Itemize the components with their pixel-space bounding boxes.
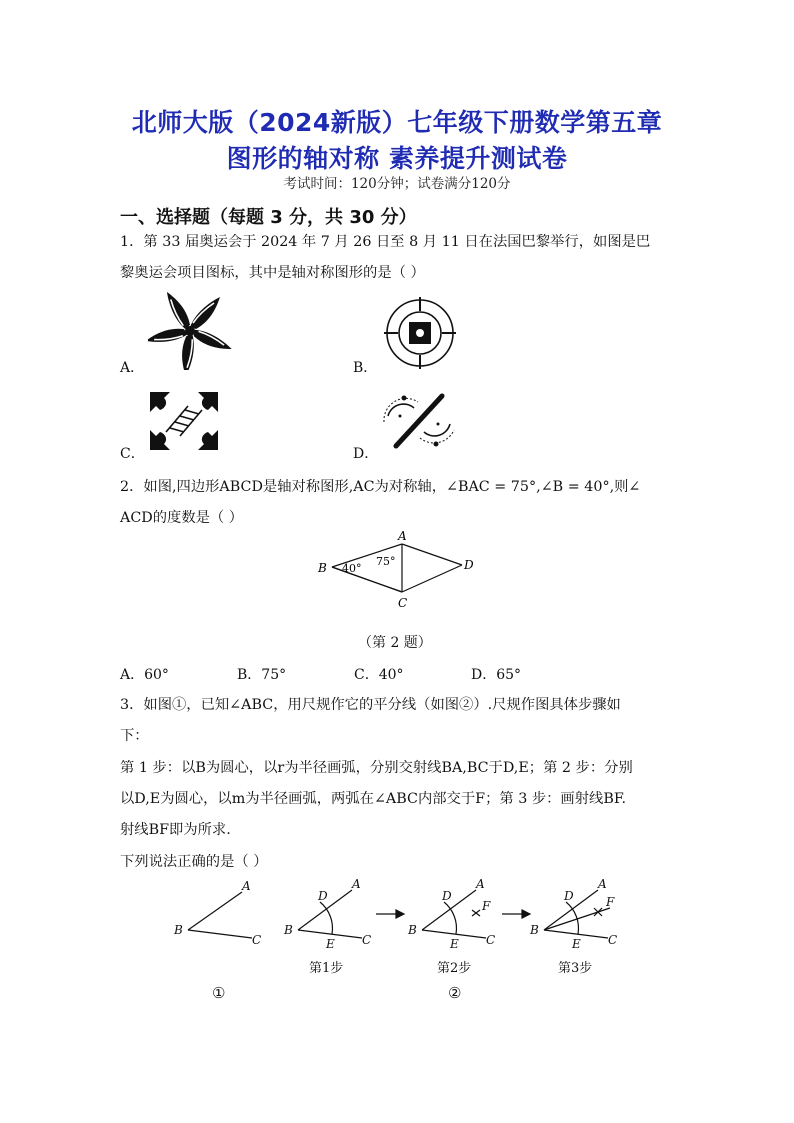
angle-bisector-construction-figure (170, 876, 630, 956)
step2-label-a: A (476, 877, 485, 891)
q3-text-line3: 第 1 步：以B为圆心，以r为半径画弧，分别交射线BA,BC于D,E；第 2 步：分别 (120, 760, 633, 776)
step2-label-e: E (450, 937, 459, 951)
q2-answer-a: A．60° (120, 667, 169, 683)
q2-text-line2: ACD的度数是（ ） (120, 510, 244, 526)
step1-label-c: C (362, 933, 372, 947)
vertex-a-label: A (398, 530, 407, 543)
fig1-label-a: A (242, 879, 251, 893)
fig1-label-c: C (252, 933, 262, 947)
q2-figure-caption: （第 2 题） (358, 635, 432, 651)
page-title-line1: 北师大版（2024新版）七年级下册数学第五章 (131, 108, 663, 137)
step2-label-d: D (442, 889, 452, 903)
angle-a-label: 75° (376, 555, 396, 568)
step3-label-f: F (606, 895, 615, 909)
q1-option-d-label: D． (353, 446, 379, 462)
q3-text-line6: 下列说法正确的是（ ） (120, 854, 268, 870)
fig1-label-b: B (174, 923, 183, 937)
step2-label-c: C (486, 933, 496, 947)
q1-option-a-label: A． (120, 360, 145, 376)
step2-label-b: B (408, 923, 417, 937)
figure-2-number: ② (448, 984, 462, 1002)
step3-caption: 第3步 (558, 961, 593, 976)
step1-label-e: E (326, 937, 335, 951)
step3-label-d: D (564, 889, 574, 903)
four-arrows-icon (146, 388, 222, 454)
exam-info: 考试时间：120分钟；试卷满分120分 (283, 176, 511, 192)
vertex-c-label: C (398, 596, 408, 610)
step1-label-a: A (352, 877, 361, 891)
q2-answer-d: D．65° (471, 667, 522, 683)
figure-1-number: ① (212, 984, 226, 1002)
angle-b-label: 40° (342, 562, 362, 575)
step1-label-b: B (284, 923, 293, 937)
quadrilateral-abcd-figure (310, 530, 480, 614)
q3-text-line5: 射线BF即为所求. (120, 822, 231, 838)
step3-label-a: A (598, 877, 607, 891)
q3-text-line2: 下： (120, 728, 149, 744)
vertex-b-label: B (318, 561, 327, 575)
q2-text-line1: 2．如图,四边形ABCD是轴对称图形,AC为对称轴，∠BAC = 75°,∠B = 40°,则∠ (120, 479, 641, 495)
q1-text-line2: 黎奥运会项目图标，其中是轴对称图形的是（ ） (120, 265, 425, 281)
step3-label-b: B (530, 923, 539, 937)
pinwheel-icon (148, 292, 232, 370)
q1-text-line1: 1．第 33 届奥运会于 2024 年 7 月 26 日至 8 月 11 日在法国巴黎举行，如图是巴 (120, 234, 651, 250)
q2-answer-b: B．75° (237, 667, 287, 683)
target-icon (380, 296, 460, 370)
q3-text-line4: 以D,E为圆心，以m为半径画弧，两弧在∠ABC内部交于F；第 3 步：画射线BF. (120, 791, 627, 807)
step3-label-c: C (608, 933, 618, 947)
step2-caption: 第2步 (437, 961, 472, 976)
step1-label-d: D (318, 889, 328, 903)
q1-option-c-label: C． (120, 446, 145, 462)
slanted-bar-icon (380, 388, 460, 454)
page-title-line2: 图形的轴对称 素养提升测试卷 (226, 144, 568, 173)
step2-label-f: F (482, 899, 491, 913)
q1-option-b-label: B． (353, 360, 378, 376)
section-heading: 一、选择题（每题 3 分，共 30 分） (120, 207, 417, 228)
vertex-d-label: D (464, 558, 474, 572)
step3-label-e: E (572, 937, 581, 951)
q3-text-line1: 3．如图①，已知∠ABC，用尺规作它的平分线（如图②）.尺规作图具体步骤如 (120, 697, 621, 713)
q2-answer-c: C．40° (354, 667, 404, 683)
step1-caption: 第1步 (309, 961, 344, 976)
